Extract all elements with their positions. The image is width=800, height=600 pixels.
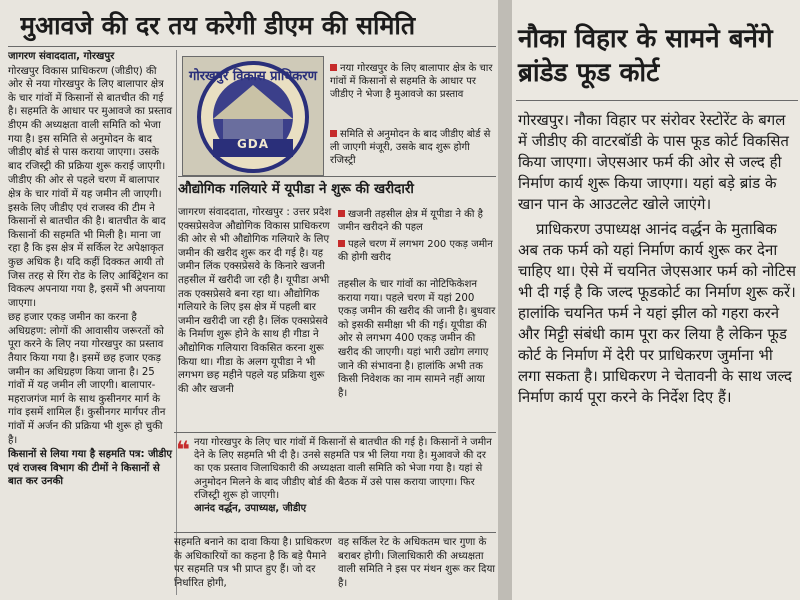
bullet-icon [338,210,345,217]
quote-box [174,436,496,515]
second-highlight-points: खजनी तहसील क्षेत्र में यूपीडा ने की है जमीन खरीदने की पहल पहले चरण में लगभग 200 एकड़ जमीन की होगी खरीद [338,209,493,263]
paragraph: प्राधिकरण उपाध्यक्ष आनंद वर्द्धन के मुताबिक अब तक फर्म को यहां निर्माण कार्य शुरू कर देना चाहिए था। ऐसे में चयनित जेएसआर फर्म को नोटिस भी दी गई है कि जल्द फूडकोर्ट का निर्माण शुरू करें। हालांकि चयनित फर्म ने यहां झील को गहरा करने और मिट्टी संबंधी काम पूरा कर लिया है लेकिन फूड कोर्ट के निर्माण में देरी पर प्राधिकरण जुर्माना भी लगा सकता है। प्राधिकरण ने चेतावनी के साथ जल्द निर्माण कार्य पूरा करने के निर्देश दिए हैं। [518,220,796,406]
main-headline: मुआवजे की दर तय करेगी डीएम की समिति [20,11,416,40]
right-headline-divider [516,100,798,101]
quote-author: आनंद वर्द्धन, उपाध्यक्ष, जीडीए [194,503,307,515]
paragraph: जीडीए की ओर से पहले चरण में बालापार क्षेत्र के चार गांवों में यह जमीन ली जाएगी। इसके लिए जीडीए एवं राजस्व की टीम ने किसानों से बातचीत की है। बातचीत के बाद किसानों की सहमति भी मिली है। माना जा रहा है कि इस क्षेत्र में सर्किल रेट अपेक्षाकृत कुछ अधिक है। यदि कहीं दिक्कत आयी तो जिस तरह से रिंग रोड के लिए आर्बिट्रेशन का विकल्प अपनाया गया है, इसमें भी अपनाया जाएगा। [8,175,169,309]
paragraph: वह सर्किल रेट के अधिकतम चार गुणा के बराबर होगी। जिलाधिकारी की अध्यक्षता वाली समिति ने इस पर मंथन शुरू कर दिया है। [338,537,495,589]
logo-abbreviation: GDA [236,137,270,151]
bottom-divider [174,532,496,533]
logo-hindi-text: गोरखपुर विकास प्राधिकरण [189,69,317,84]
gda-logo [182,56,324,176]
quote-divider [174,432,496,433]
quote-mark-icon: ❝ [176,436,191,464]
bullet-icon [330,64,337,71]
clipping-gap [498,0,512,600]
right-headline: नौका विहार के सामने बनेंगे ब्रांडेड फूड कोर्ट [518,24,773,88]
quote-text: नया गोरखपुर के लिए चार गांवों में किसानों से बातचीत की गई है। किसानों ने जमीन देने के लिए सहमति भी दी है। उनसे सहमति पत्र भी लिया गया है। मुआवजे की दर का एक प्रस्ताव जिलाधिकारी की अध्यक्षता वाली समिति को भेजा गया है। यहां से अनुमोदन मिलने के बाद जीडीए बोर्ड की बैठक में उसे पास कराया जाएगा। फिर रजिस्ट्री शुरू हो जाएगी। [194,437,492,501]
highlight-point-2: समिति से अनुमोदन के बाद जीडीए बोर्ड से ली जाएगी मंजूरी, उसके बाद शुरू होगी रजिस्ट्री [330,129,491,166]
paragraph: गोरखपुर। नौका विहार पर संरोवर रेस्टोरेंट के बगल में जीडीए की वाटरबॉडी के पास फूड कोर्ट विकसित किया जाएगा। जेएसआर फर्म की ओर से जल्द ही निर्माण कार्य शुरू किया जाएगा। यहां बड़े ब्रांड के खान पान के आउटलेट खोले जाएंगे। [518,111,789,213]
section-divider [178,176,496,177]
bottom-column-left [174,536,334,600]
second-headline: औद्योगिक गलियारे में यूपीडा ने शुरू की खरीदारी [178,181,414,197]
article-column-1 [8,50,174,598]
bullet-icon [338,240,345,247]
headline-divider [8,46,496,47]
paragraph: किसानों से लिया गया है सहमति पत्र: जीडीए एवं राजस्व विभाग की टीमों ने किसानों से बात कर उनकी [8,449,173,488]
paragraph: तहसील के चार गांवों का नोटिफिकेशन कराया गया। पहले चरण में यहां 200 एकड़ जमीन की खरीद की जानी है। बुधवार को इसकी समीक्षा भी की गई। यूपीडा की ओर से लगभग 400 एकड़ जमीन की खरीद की जाएगी। यहां भारी उद्योग लगाए जाने की संभावना है। हालांकि अभी तक किसी निवेशक का नाम सामने नहीं आया है। [338,279,496,399]
right-article-body [518,110,796,412]
bottom-column-right [338,536,496,600]
paragraph: सहमति बनाने का दावा किया है। प्राधिकरण के अधिकारियों का कहना है कि बड़े पैमाने पर सहमति पत्र भी प्राप्त हुए हैं। जो दर निर्धारित होगी, [174,537,332,589]
highlight-point-1: नया गोरखपुर के लिए बालापार क्षेत्र के चार गांवों में किसानों से सहमति के आधार पर जीडीए ने भेजा है मुआवजे का प्रस्ताव [330,63,493,100]
paragraph: जागरण संवाददाता, गोरखपुर : उत्तर प्रदेश एक्सप्रेसवेज औद्योगिक विकास प्राधिकरण की ओर से भी औद्योगिक गलियारे के लिए जमीन की खरीद शुरू कर दी गई है। यह जमीन लिंक एक्सप्रेसवे के किनारे खजनी तहसील में खरीदी जा रही है। यूपीडा अभी तक एक्सप्रेसवे बना रहा था। औद्योगिक गलियारे के लिए इस क्षेत्र में पहली बार जमीन खरीदी जा रही है। लिंक एक्सप्रेसवे के निर्माण शुरू होने के साथ ही गीडा ने औद्योगिक गलियारा विकसित करना शुरू किया था। गीडा के अलग यूपीडा ने भी लगभग छह महीने पहले यह प्रक्रिया शुरू की और खजनी [178,207,332,395]
dateline: जागरण संवाददाता, गोरखपुर [8,51,115,62]
paragraph: छह हजार एकड़ जमीन का करना है अधिग्रहण: लोगों की आवासीय जरूरतों को पूरा करने के लिए नया गोरखपुर का प्रस्ताव तैयार किया गया है। इसमें छह हजार एकड़ जमीन का अधिग्रहण किया जाना है। 25 गांवों में यह जमीन ली जाएगी। बालापार-महराजगंज मार्ग के साथ कुसीनगर मार्ग के गांव इसमें शामिल हैं। कुसीनगर मार्गपर तीन गांवों में अर्जन की प्रक्रिया भी शुरू हो चुकी है। [8,312,166,446]
paragraph: गोरखपुर विकास प्राधिकरण (जीडीए) की ओर से नया गोरखपुर के लिए बालापार क्षेत्र के चार गांवों में किसानों से बातचीत की गई है। सहमति के आधार पर मुआवजे का प्रस्ताव डीएम की अध्यक्षता वाली समिति को भेजा गया है। इस समिति से अनुमोदन के बाद जीडीए बोर्ड से पास कराया जाएगा। उसके बाद रजिस्ट्री की प्रक्रिया शुरू कराई जाएगी। [8,65,173,172]
bullet-icon [330,130,337,137]
